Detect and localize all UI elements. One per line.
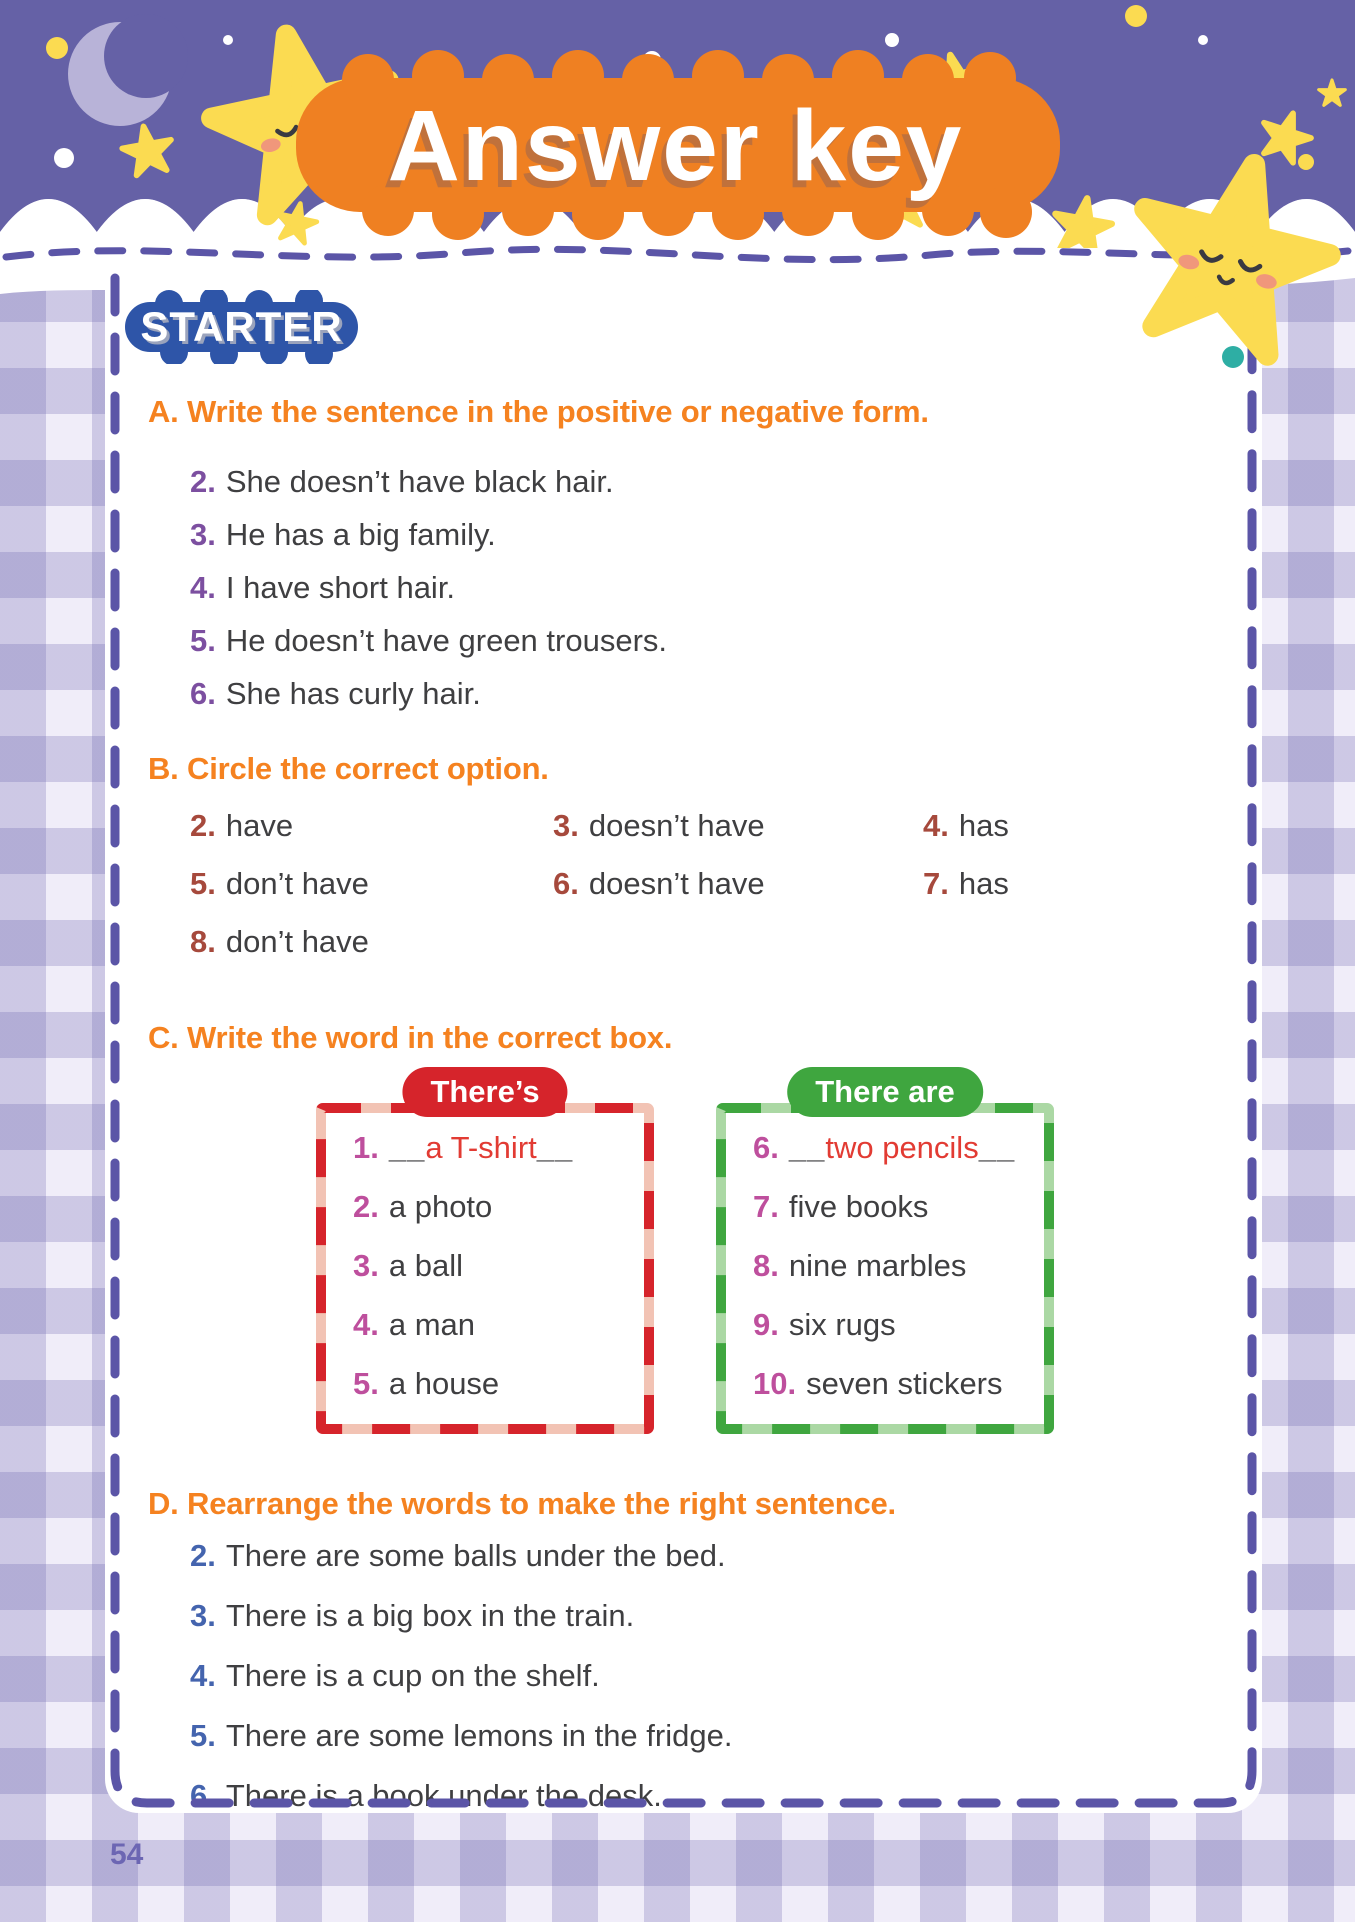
blank-line: __ — [788, 1130, 826, 1165]
item-number: 5. — [190, 866, 216, 901]
white-dot — [885, 33, 899, 47]
item-text: There is a cup on the shelf. — [225, 1658, 600, 1693]
item-text: a man — [388, 1307, 476, 1342]
there-are-label: There are — [787, 1067, 983, 1117]
item-text: don’t have — [225, 866, 369, 901]
item-text: She has curly hair. — [225, 676, 481, 711]
section-d-heading: D. Rearrange the words to make the right sentence. — [148, 1486, 896, 1521]
item-number: 5. — [190, 1718, 216, 1753]
item-number: 7. — [753, 1189, 779, 1224]
item-number: 4. — [923, 808, 949, 843]
item-text: He has a big family. — [225, 517, 496, 552]
item-text: seven stickers — [806, 1366, 1003, 1401]
white-dot — [54, 148, 74, 168]
theres-label: There’s — [402, 1067, 567, 1117]
section-a-heading: A. Write the sentence in the positive or negative form. — [148, 394, 929, 429]
item-number: 2. — [190, 808, 216, 843]
item-number: 2. — [190, 464, 216, 499]
item-number: 8. — [190, 924, 216, 959]
starter-title: STARTER — [140, 303, 343, 350]
white-dot — [1198, 35, 1208, 45]
blank-line: __ — [978, 1130, 1016, 1165]
item-text: don’t have — [225, 924, 369, 959]
item-number: 3. — [553, 808, 579, 843]
item-number: 1. — [353, 1130, 379, 1165]
item-number: 5. — [353, 1366, 379, 1401]
item-number: 9. — [753, 1307, 779, 1342]
item-number: 6. — [553, 866, 579, 901]
blank-line: __ — [388, 1130, 426, 1165]
card-dashed-border — [105, 248, 1262, 1818]
item-text: have — [225, 808, 294, 843]
page-title-banner — [278, 50, 1073, 242]
item-text: She doesn’t have black hair. — [225, 464, 614, 499]
white-dot — [223, 35, 233, 45]
item-text: I have short hair. — [225, 570, 456, 605]
item-number: 4. — [190, 570, 216, 605]
written-answer: two pencils — [825, 1130, 979, 1165]
item-text: has — [958, 808, 1009, 843]
item-number: 6. — [190, 676, 216, 711]
item-text: nine marbles — [788, 1248, 967, 1283]
item-text: has — [958, 866, 1009, 901]
item-number: 6. — [753, 1130, 779, 1165]
item-number: 2. — [353, 1189, 379, 1224]
item-number: 4. — [353, 1307, 379, 1342]
item-number: 3. — [190, 517, 216, 552]
written-answer: a T-shirt — [425, 1130, 537, 1165]
item-text: There is a big box in the train. — [225, 1598, 635, 1633]
item-number: 8. — [753, 1248, 779, 1283]
item-number: 4. — [190, 1658, 216, 1693]
blank-line: __ — [536, 1130, 574, 1165]
section-b-heading: B. Circle the correct option. — [148, 751, 549, 786]
yellow-dot — [1125, 5, 1147, 27]
item-text: a ball — [388, 1248, 463, 1283]
item-text: five books — [788, 1189, 929, 1224]
item-text: a house — [388, 1366, 500, 1401]
item-number: 2. — [190, 1538, 216, 1573]
item-text: doesn’t have — [588, 866, 765, 901]
smiley-star-icon — [1100, 140, 1355, 400]
item-number: 7. — [923, 866, 949, 901]
yellow-dot — [46, 37, 68, 59]
section-c-heading: C. Write the word in the correct box. — [148, 1020, 673, 1055]
item-number: 3. — [353, 1248, 379, 1283]
item-text: There are some balls under the bed. — [225, 1538, 726, 1573]
item-number: 3. — [190, 1598, 216, 1633]
item-text: six rugs — [788, 1307, 896, 1342]
item-number: 6. — [190, 1778, 216, 1813]
item-number: 5. — [190, 623, 216, 658]
item-text: a photo — [388, 1189, 493, 1224]
page-number: 54 — [110, 1838, 144, 1871]
page-title: Answer key — [387, 89, 964, 202]
item-number: 10. — [753, 1366, 797, 1401]
item-text: There is a book under the desk. — [225, 1778, 662, 1813]
item-text: doesn’t have — [588, 808, 765, 843]
item-text: He doesn’t have green trousers. — [225, 623, 668, 658]
item-text: There are some lemons in the fridge. — [225, 1718, 733, 1753]
